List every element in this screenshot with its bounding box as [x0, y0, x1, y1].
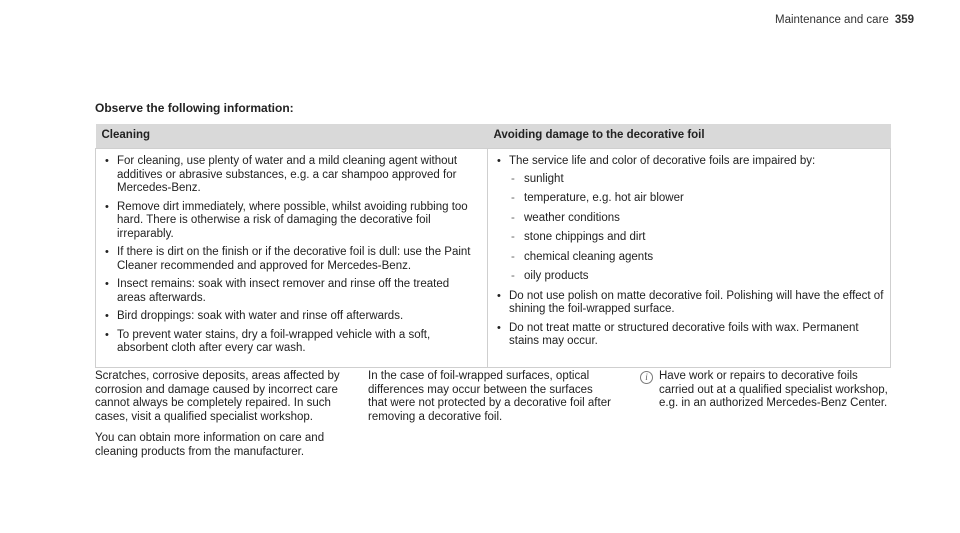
- list-item: • Insect remains: soak with insect remover and rinse off the treated areas afterwards.: [102, 278, 481, 305]
- list-item: • For cleaning, use plenty of water and a mild cleaning agent without additives or abrasive substances, e.g. a car shampoo approved for Mercedes-Benz.: [102, 155, 481, 196]
- service-life-text: The service life and color of decorative foils are impaired by:: [509, 155, 816, 167]
- header-avoiding-damage: Avoiding damage to the decorative foil: [488, 124, 891, 149]
- page-header: [775, 14, 914, 26]
- bottom-column-3: [640, 370, 895, 419]
- list-item: [494, 155, 884, 284]
- impairment-factors: [509, 173, 884, 284]
- list-item: • Remove dirt immediately, where possible, whilst avoiding rubbing too hard. There is otherwise a risk of damaging the decorative foil irreparably.: [102, 201, 481, 242]
- factor-item: - oily products: [509, 270, 884, 284]
- page-number: 359: [894, 14, 914, 26]
- factor-item: - temperature, e.g. hot air blower: [509, 192, 884, 206]
- factor-item: - chemical cleaning agents: [509, 251, 884, 265]
- bottom-column-1: [95, 370, 350, 467]
- manufacturer-paragraph: You can obtain more information on care and cleaning products from the manufacturer.: [95, 432, 325, 458]
- workshop-note: Have work or repairs to decorative foils carried out at a qualified specialist workshop, e.g. in an authorized Mercedes-Benz Center.: [659, 370, 888, 409]
- list-item: • Do not treat matte or structured decorative foils with wax. Permanent stains may occur.: [494, 322, 884, 349]
- cleaning-list: [102, 155, 481, 356]
- cleaning-cell: [96, 149, 488, 368]
- list-item: • Do not use polish on matte decorative foil. Polishing will have the effect of shining the foil-wrapped surface.: [494, 290, 884, 317]
- care-table: [95, 124, 891, 368]
- header-cleaning: Cleaning: [96, 124, 488, 149]
- avoiding-damage-list: [494, 155, 884, 349]
- list-item: • To prevent water stains, dry a foil-wrapped vehicle with a soft, absorbent cloth after every car wash.: [102, 329, 481, 356]
- list-item: • If there is dirt on the finish or if the decorative foil is dull: use the Paint Cleaner recommended and approved for Mercedes-Benz.: [102, 246, 481, 273]
- info-icon: i: [640, 371, 653, 384]
- avoiding-damage-cell: [488, 149, 891, 368]
- section-title: Maintenance and care: [775, 14, 889, 26]
- factor-item: - sunlight: [509, 173, 884, 187]
- list-item: • Bird droppings: soak with water and rinse off afterwards.: [102, 310, 481, 324]
- bottom-column-2: [368, 370, 613, 432]
- factor-item: - stone chippings and dirt: [509, 231, 884, 245]
- scratches-paragraph: Scratches, corrosive deposits, areas affected by corrosion and damage caused by incorrect care cannot always be completely repaired. In such cases, visit a qualified specialist workshop.: [95, 370, 340, 423]
- intro-heading: Observe the following information:: [95, 101, 294, 115]
- optical-differences-paragraph: In the case of foil-wrapped surfaces, optical differences may occur between the surfaces that were not protected by a decorative foil after removing a decorative foil.: [368, 370, 611, 423]
- factor-item: - weather conditions: [509, 212, 884, 226]
